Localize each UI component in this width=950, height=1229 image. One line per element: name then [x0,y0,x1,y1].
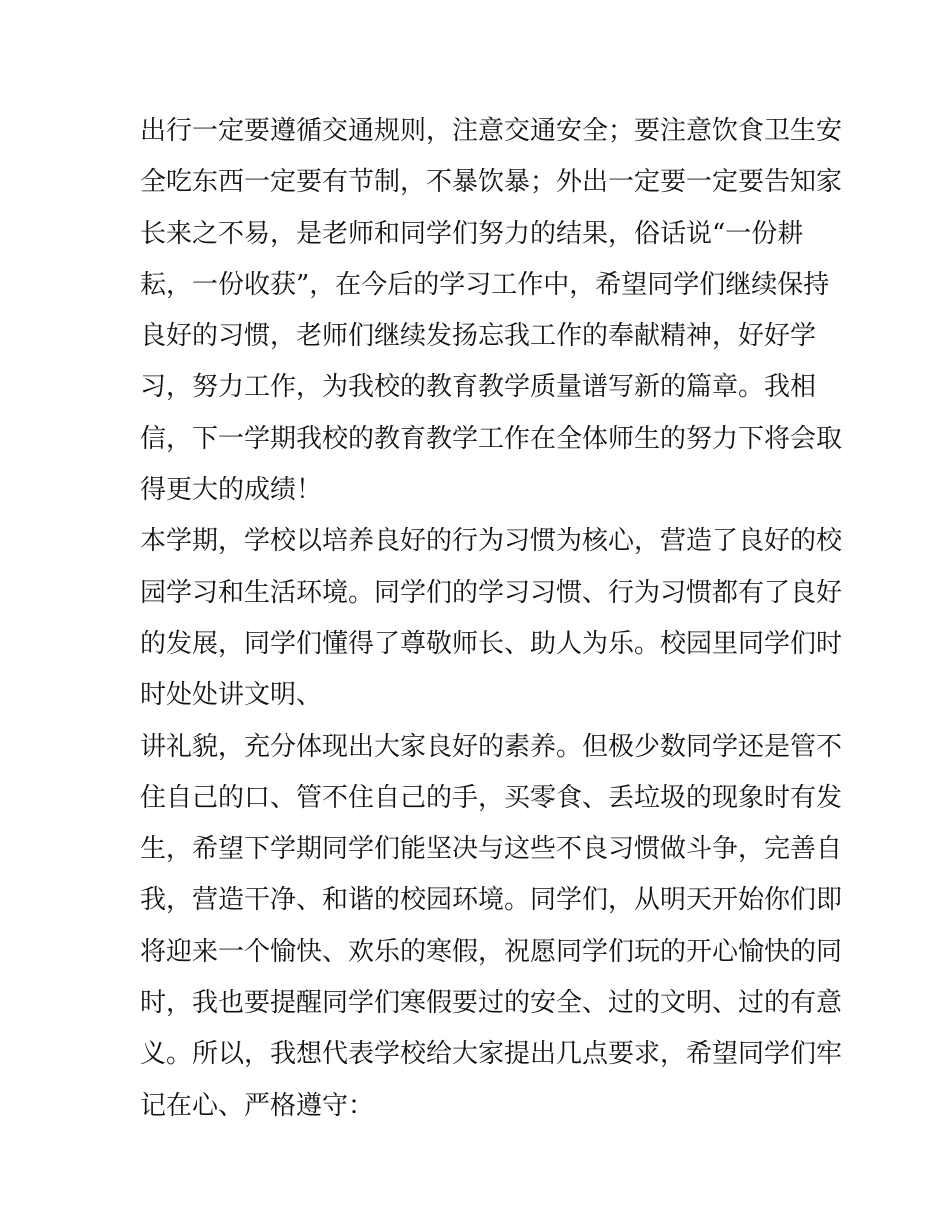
text-line: 生，希望下学期同学们能坚决与这些不良习惯做斗争，完善自 [140,834,843,865]
text-line: 出行一定要遵循交通规则，注意交通安全；要注意饮食卫生安 [140,116,843,146]
text-line: 的发展，同学们懂得了尊敬师长、助人为乐。校园里同学们时 [140,628,843,659]
text-line: 习，努力工作，为我校的教育教学质量谱写新的篇章。我相 [140,372,817,403]
text-line: 良好的习惯，老师们继续发扬忘我工作的奉献精神，好好学 [140,321,817,352]
text-line: 记在心、严格遵守： [140,1090,375,1121]
text-line: 园学习和生活环境。同学们的学习习惯、行为习惯都有了良好 [140,577,843,608]
text-line: 住自己的口、管不住自己的手，买零食、丢垃圾的现象时有发 [140,782,843,813]
body-text [140,106,843,1132]
text-line: 本学期，学校以培养良好的行为习惯为核心，营造了良好的校 [140,526,843,557]
text-line: 信，下一学期我校的教育教学工作在全体师生的努力下将会取 [140,423,843,454]
text-line: 长来之不易，是老师和同学们努力的结果，俗话说“一份耕 [140,218,804,249]
text-line: 全吃东西一定要有节制，不暴饮暴；外出一定要一定要告知家 [140,167,843,198]
text-line: 讲礼貌，充分体现出大家良好的素养。但极少数同学还是管不 [140,731,843,762]
text-line: 得更大的成绩！ [140,475,323,506]
text-line: 我，营造干净、和谐的校园环境。同学们，从明天开始你们即 [140,885,843,916]
text-line: 时处处讲文明、 [140,680,323,711]
text-line: 将迎来一个愉快、欢乐的寒假，祝愿同学们玩的开心愉快的同 [140,936,843,967]
text-line: 耘，一份收获”，在今后的学习工作中，希望同学们继续保持 [140,269,830,300]
text-line: 时，我也要提醒同学们寒假要过的安全、过的文明、过的有意 [140,988,843,1019]
text-line: 义。所以，我想代表学校给大家提出几点要求，希望同学们牢 [140,1039,843,1070]
